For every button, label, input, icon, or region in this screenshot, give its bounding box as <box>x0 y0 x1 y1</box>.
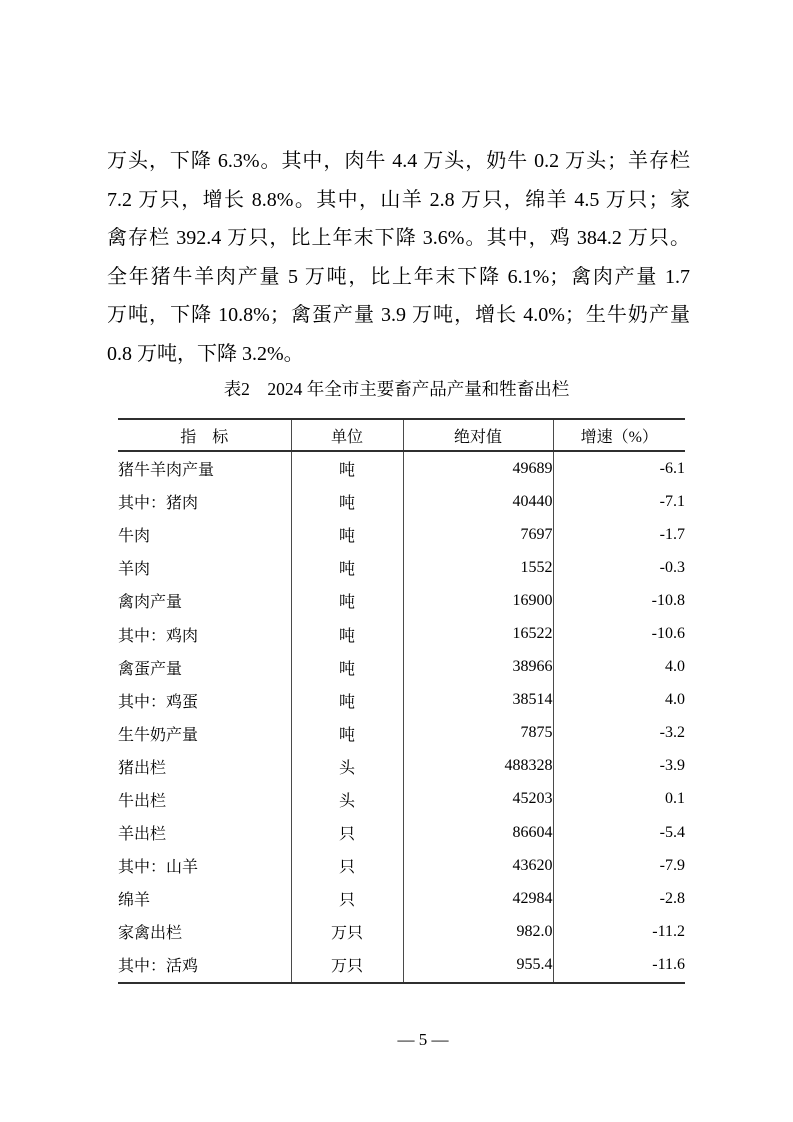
indicator-cell: 绵羊 <box>118 892 151 910</box>
growth-cell: -3.2 <box>553 717 685 750</box>
table-row <box>118 915 685 948</box>
table-row <box>118 584 685 617</box>
unit-cell: 吨 <box>291 684 403 717</box>
value-cell: 488328 <box>403 750 553 783</box>
value-cell: 45203 <box>403 783 553 816</box>
indicator-cell: 牛肉 <box>118 528 151 546</box>
indicator-cell: 羊肉 <box>118 561 151 579</box>
header-indicator: 指 标 <box>180 428 229 446</box>
unit-cell: 吨 <box>291 451 403 485</box>
unit-cell: 头 <box>291 783 403 816</box>
indicator-cell: 其中：鸡肉 <box>118 627 199 645</box>
value-cell: 982.0 <box>403 915 553 948</box>
unit-cell: 吨 <box>291 551 403 584</box>
growth-cell: -0.3 <box>553 551 685 584</box>
table-row <box>118 551 685 584</box>
unit-cell: 万只 <box>291 915 403 948</box>
value-cell: 7697 <box>403 518 553 551</box>
paragraph-line: 7.2 万只，增长 8.8%。其中，山羊 2.8 万只，绵羊 4.5 万只；家 <box>107 188 690 211</box>
value-cell: 38966 <box>403 651 553 684</box>
paragraph-line: 万头，下降 6.3%。其中，肉牛 4.4 万头，奶牛 0.2 万头；羊存栏 <box>107 150 690 172</box>
value-cell: 7875 <box>403 717 553 750</box>
unit-cell: 吨 <box>291 617 403 650</box>
paragraph-line: 禽存栏 392.4 万只，比上年末下降 3.6%。其中，鸡 384.2 万只。 <box>107 227 690 250</box>
table-row <box>118 651 685 684</box>
indicator-cell: 家禽出栏 <box>118 925 183 943</box>
unit-cell: 万只 <box>291 948 403 982</box>
value-cell: 86604 <box>403 816 553 849</box>
indicator-cell: 猪出栏 <box>118 759 167 777</box>
header-growth: 增速（%） <box>553 419 685 451</box>
table-row <box>118 518 685 551</box>
growth-cell: -5.4 <box>553 816 685 849</box>
indicator-cell: 其中：鸡蛋 <box>118 693 199 711</box>
table-row <box>118 849 685 882</box>
growth-cell: -10.8 <box>553 584 685 617</box>
growth-cell: -3.9 <box>553 750 685 783</box>
table-header-row <box>118 419 685 451</box>
table-row <box>118 617 685 650</box>
livestock-statistics-table <box>118 418 685 984</box>
growth-cell: -6.1 <box>553 451 685 485</box>
paragraph-line: 万吨，下降 10.8%；禽蛋产量 3.9 万吨，增长 4.0%；生牛奶产量 <box>107 304 690 327</box>
table-row <box>118 783 685 816</box>
indicator-cell: 生牛奶产量 <box>118 726 199 744</box>
table-row <box>118 816 685 849</box>
growth-cell: 4.0 <box>553 684 685 717</box>
growth-cell: -1.7 <box>553 518 685 551</box>
growth-cell: -7.9 <box>553 849 685 882</box>
growth-cell: -7.1 <box>553 485 685 518</box>
growth-cell: 0.1 <box>553 783 685 816</box>
value-cell: 16900 <box>403 584 553 617</box>
indicator-cell: 禽肉产量 <box>118 594 183 612</box>
value-cell: 42984 <box>403 882 553 915</box>
unit-cell: 头 <box>291 750 403 783</box>
indicator-cell: 禽蛋产量 <box>118 660 183 678</box>
unit-cell: 吨 <box>291 518 403 551</box>
table-row <box>118 882 685 915</box>
unit-cell: 只 <box>291 816 403 849</box>
value-cell: 43620 <box>403 849 553 882</box>
paragraph-line: 全年猪牛羊肉产量 5 万吨，比上年末下降 6.1%；禽肉产量 1.7 <box>107 265 690 288</box>
value-cell: 1552 <box>403 551 553 584</box>
page-number: — 5 — <box>397 1030 449 1049</box>
indicator-cell: 羊出栏 <box>118 826 167 844</box>
table-row <box>118 750 685 783</box>
table-row <box>118 485 685 518</box>
indicator-cell: 猪牛羊肉产量 <box>118 462 215 480</box>
unit-cell: 吨 <box>291 717 403 750</box>
indicator-cell: 其中：活鸡 <box>118 958 199 976</box>
paragraph-line: 0.8 万吨，下降 3.2%。 <box>107 342 304 365</box>
value-cell: 38514 <box>403 684 553 717</box>
growth-cell: -11.2 <box>553 915 685 948</box>
growth-cell: -2.8 <box>553 882 685 915</box>
unit-cell: 吨 <box>291 584 403 617</box>
value-cell: 49689 <box>403 451 553 485</box>
growth-cell: -10.6 <box>553 617 685 650</box>
growth-cell: 4.0 <box>553 651 685 684</box>
unit-cell: 吨 <box>291 485 403 518</box>
header-value: 绝对值 <box>403 419 553 451</box>
growth-cell: -11.6 <box>553 948 685 982</box>
indicator-cell: 其中：山羊 <box>118 859 199 877</box>
indicator-cell: 其中：猪肉 <box>118 495 199 513</box>
header-unit: 单位 <box>291 419 403 451</box>
table-row <box>118 684 685 717</box>
unit-cell: 只 <box>291 849 403 882</box>
table-row <box>118 451 685 485</box>
value-cell: 40440 <box>403 485 553 518</box>
table-row <box>118 717 685 750</box>
unit-cell: 吨 <box>291 651 403 684</box>
value-cell: 16522 <box>403 617 553 650</box>
body-paragraph <box>107 142 690 374</box>
value-cell: 955.4 <box>403 948 553 982</box>
indicator-cell: 牛出栏 <box>118 792 167 810</box>
unit-cell: 只 <box>291 882 403 915</box>
table-row <box>118 948 685 982</box>
table-title: 表2 2024 年全市主要畜产品产量和牲畜出栏 <box>223 379 570 399</box>
